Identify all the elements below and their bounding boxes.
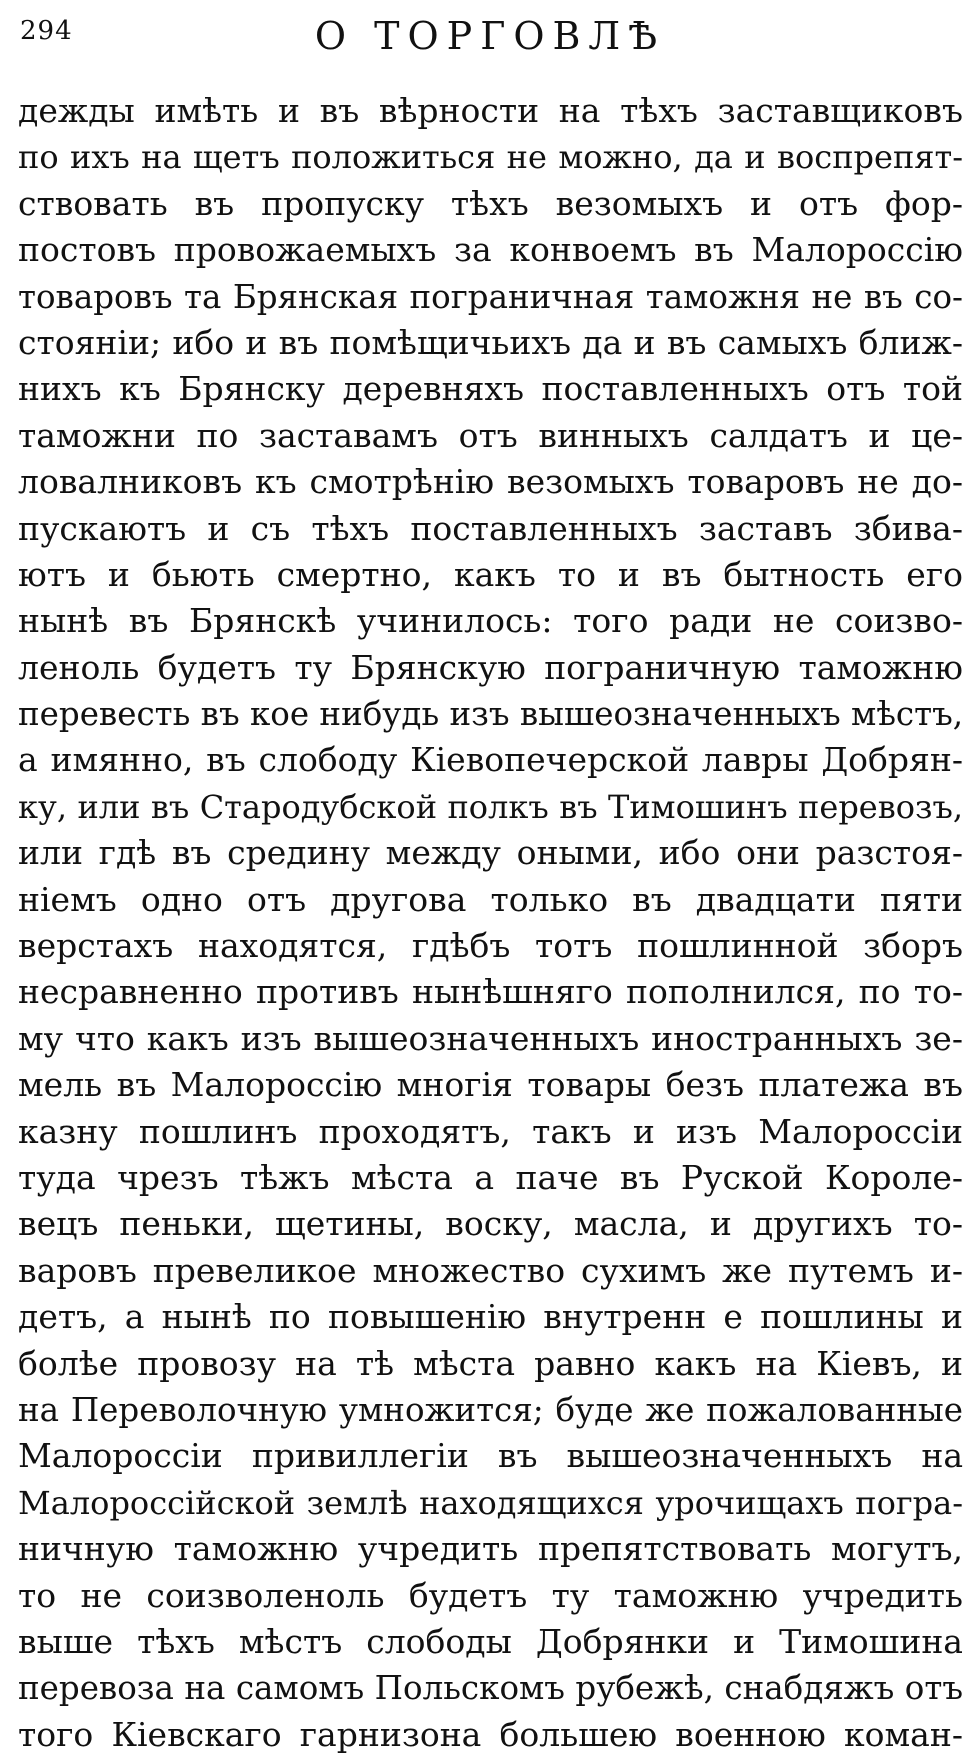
text-line: вецъ пеньки, щетины, воску, масла, и другихъ то- — [18, 1204, 963, 1244]
text-line: товаровъ та Брянская пограничная таможня не въ со- — [18, 277, 963, 316]
text-line: леноль будетъ ту Брянскую пограничную таможню — [18, 647, 963, 687]
page-number: 294 — [20, 16, 73, 46]
text-line: ничную таможню учредить препятствовать могутъ, — [18, 1529, 963, 1569]
text-line: болѣе провозу на тѣ мѣста равно какъ на Кіевъ, и — [18, 1343, 963, 1383]
text-line: того Кіевскаго гарнизона большею военною коман- — [18, 1714, 963, 1754]
text-line: ловалниковъ къ смотрѣнію везомыхъ товаровъ не до- — [18, 462, 963, 502]
text-line: Малороссійской землѣ находящихся урочищахъ погра- — [18, 1483, 963, 1522]
text-line: ніемъ одно отъ другова только въ двадцати пяти — [18, 879, 963, 919]
text-line: а имянно, въ слободу Кіевопечерской лавры Добрян- — [18, 740, 963, 780]
text-line: туда чрезъ тѣжъ мѣста а паче въ Руской Короле- — [18, 1157, 963, 1197]
text-line: или гдѣ въ средину между оными, ибо они разстоя- — [18, 833, 963, 873]
text-line: верстахъ находятся, гдѣбъ тотъ пошлинной зборъ — [18, 926, 963, 966]
text-line: несравненно противъ нынѣшняго пополнился, по то- — [18, 972, 963, 1012]
text-line: нихъ къ Брянску деревняхъ поставленныхъ отъ той — [18, 369, 963, 409]
text-line: казну пошлинъ проходятъ, такъ и изъ Малороссіи — [18, 1111, 963, 1151]
text-line: ютъ и бьють смертно, какъ то и въ бытность его — [18, 554, 963, 594]
text-line: нынѣ въ Брянскѣ учинилось: того ради не соизво- — [18, 601, 963, 641]
text-line: перевесть въ кое нибудь изъ вышеозначенныхъ мѣстъ, — [18, 695, 963, 734]
text-line: дежды имѣть и въ вѣрности на тѣхъ заставщиковъ — [18, 91, 963, 130]
page-header — [12, 10, 968, 64]
text-line: ствовать въ пропуску тѣхъ везомыхъ и отъ фор- — [18, 183, 963, 223]
body-text — [18, 88, 963, 1758]
text-line: мель въ Малороссію многія товары безъ платежа въ — [18, 1065, 963, 1105]
text-line: му что какъ изъ вышеозначенныхъ иностранныхъ зе- — [18, 1018, 963, 1058]
text-line: на Переволочную умножится; буде же пожалованные — [18, 1390, 963, 1429]
text-line: детъ, а нынѣ по повышенію внутренн е пошлины и — [18, 1297, 963, 1337]
running-title: О ТОРГОВЛѢ — [314, 14, 666, 58]
text-line: таможни по заставамъ отъ винныхъ салдатъ и це- — [18, 415, 963, 455]
text-line: перевоза на самомъ Польскомъ рубежѣ, снабдяжъ отъ — [18, 1669, 963, 1708]
text-line: стояніи; ибо и въ помѣщичьихъ да и въ самыхъ ближ- — [18, 322, 963, 362]
text-line: варовъ превеликое множество сухимъ же путемъ и- — [18, 1250, 963, 1290]
text-line: пускаютъ и съ тѣхъ поставленныхъ заставъ збива- — [18, 508, 963, 548]
text-line: постовъ провожаемыхъ за конвоемъ въ Малороссію — [18, 230, 963, 270]
text-line: по ихъ на щетъ положиться не можно, да и воспрепят- — [18, 138, 963, 177]
text-line: ку, или въ Стародубской полкъ въ Тимошинъ перевозъ, — [18, 787, 963, 826]
text-line: Малороссіи привиллегіи въ вышеозначенныхъ на — [18, 1436, 963, 1476]
text-line: выше тѣхъ мѣстъ слободы Добрянки и Тимошина — [18, 1621, 963, 1661]
text-line: то не соизволеноль будетъ ту таможню учредить — [18, 1575, 963, 1615]
